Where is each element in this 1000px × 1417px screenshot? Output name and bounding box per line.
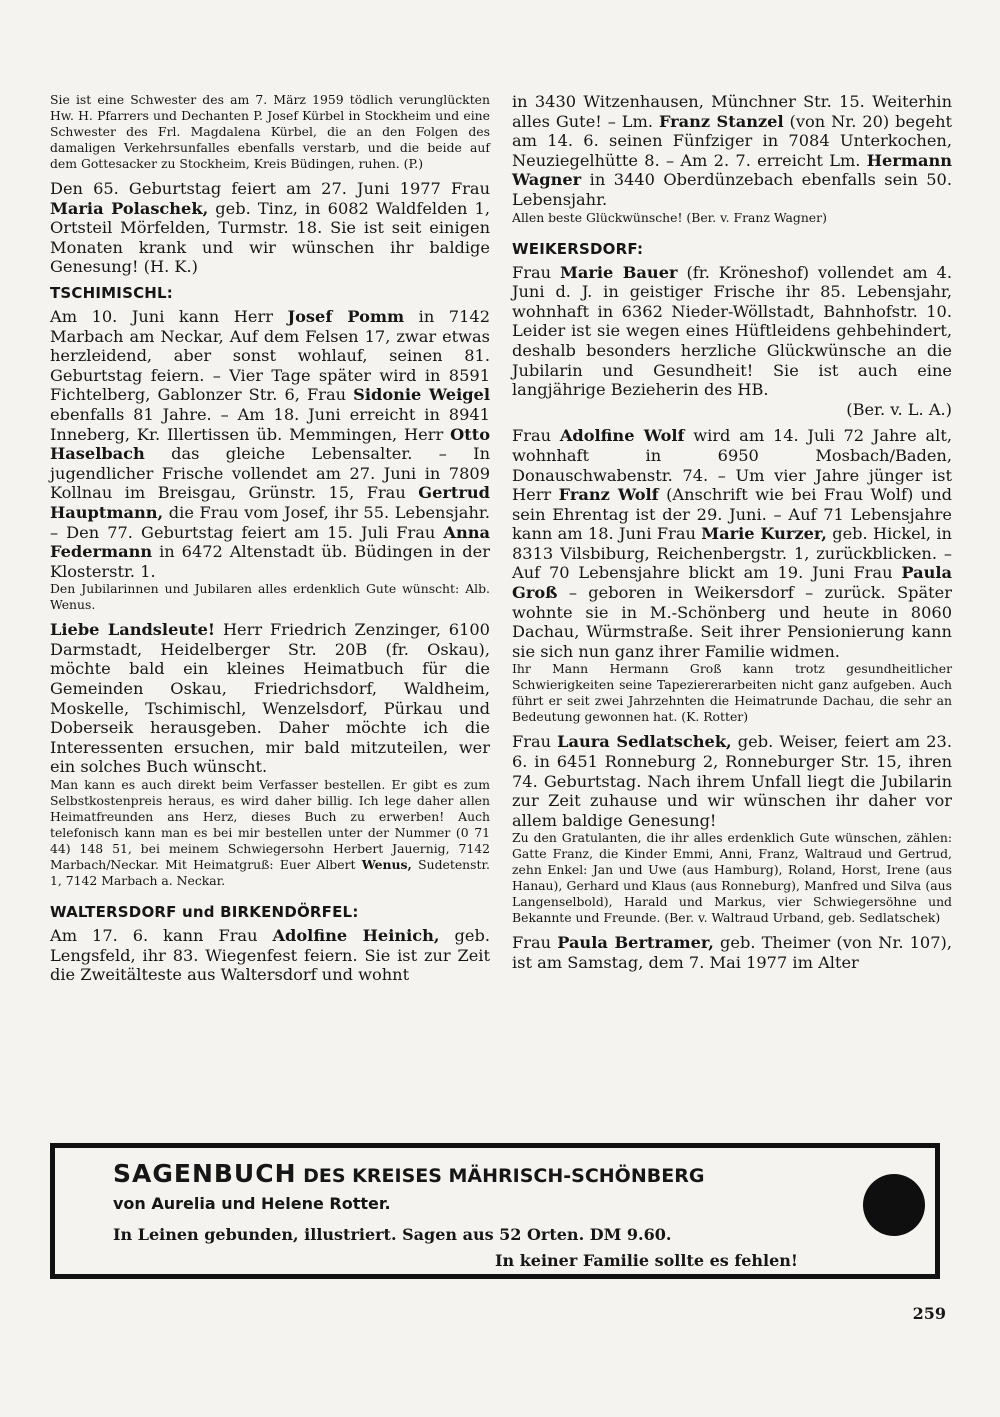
birthdays-tschimischl [50,307,490,581]
text: Herr Friedrich Zenzinger, 6100 Darmstadt, Heidelberger Str. 20B (fr. Oskau), möchte bald ein kleines Heimatbuch für die Gemeinden Oskau, Friedrichsdorf, Waldheim, Moskelle, Tschimischl, Wenzelsdorf, Pürkau und Doberseik herausgeben. Daher möchte ich die Interessenten ersuchen, mir bald mitzuteilen, wer ein solches Buch wünscht. [50,620,490,777]
text: geb. Tinz, in 6082 Waldfelden 1, Ortsteil Mörfelden, Turmstr. 18. Sie ist seit einigen Monaten krank und wir wünschen ihr baldige Genesung! (H. K.) [50,198,490,277]
gratulanten-list: Zu den Gratulanten, die ihr alles erdenklich Gute wünschen, zählen: Gatte Franz, die Kinder Emmi, Anni, Franz, Waltraud und Gertrud, zehn Enkel: Jan und Uwe (aus Hamburg), Roland, Horst, Irene (aus Hanau), Gerhard und Klaus (aus Ronneburg), Manfred und Silva (aus Langenselbold), Harald und Markus, vier Schwiegersöhne und Bekannte und Freunde. (Ber. v. Waltraud Urband, geb. Sedlatschek) [512,830,952,926]
text: in 3430 Witzenhausen, Münchner Str. 15. Weiterhin alles Gute! – Lm. [512,92,952,131]
text: die Frau vom Josef, ihr 55. Lebensjahr. – Den 77. Geburtstag feiert am 15. Juli Frau [50,502,490,542]
note-hermann-gross: Ihr Mann Hermann Groß kann trotz gesundheitlicher Schwierigkeiten seine Tapeziererarbeiten nicht ganz aufgeben. Auch führt er seit zwei Jahrzehnten die Heimatrunde Dachau, die sehr an Bedeutung gewonnen hat. (K. Rotter) [512,661,952,725]
name-highlight: Anna Federmann [50,522,490,562]
text: Sudetenstr. 1, 7142 Marbach a. Neckar. [50,857,490,889]
name-highlight: Liebe Landsleute! [50,620,216,640]
ad-slogan: In keiner Familie sollte es fehlen! [495,1251,798,1270]
text: Man kann es auch direkt beim Verfasser bestellen. Er gibt es zum Selbstkostenpreis heraus, es wird daher billig. Ich lege daher allen Heimatfreunden ans Herz, dieses Buch zu erwerben! Auch telefonisch kann man es bei mir bestellen unter der Nummer (0 71 44) 148 51, bei meinem Schwiegersohn Herbert Jauernig, 7142 Marbach/Neckar. Mit Heimatgruß: Euer Albert [50,777,490,873]
name-highlight: Wenus, [361,857,412,873]
name-highlight: Marie Bauer [559,262,678,282]
name-highlight: Franz Stanzel [658,111,784,131]
name-highlight: Adolfine Heinich, [272,926,440,946]
text: geb. Lengsfeld, ihr 83. Wiegenfest feiern. Sie ist zur Zeit die Zweitälteste aus Waltersdorf und wohnt [50,926,490,985]
text: (fr. Kröneshof) vollendet am 4. Juni d. J. in geistiger Frische ihr 85. Lebensjahr, wohnhaft in 6362 Nieder-Wöllstadt, Bahnhofstr. 10. Leider ist sie wegen eines Hüftleidens gehbehindert, deshalb besonders herzliche Glückwünsche an die Jubilarin und Gesundheit! Sie ist auch eine langjährige Bezieherin des HB. [512,262,952,400]
text: in 7142 Marbach am Neckar, Auf dem Felsen 17, zwar etwas herzleidend, aber sonst wohlauf, seinen 81. Geburtstag feiern. – Vier Tage später wird in 8591 Fichtelberg, Gablonzer Str. 6, Frau [50,306,490,405]
text: Den 65. Geburtstag feiert am 27. Juni 1977 Frau [50,179,490,198]
ad-description: In Leinen gebunden, illustriert. Sagen aus 52 Orten. DM 9.60. [113,1225,672,1244]
name-highlight: Hermann Wagner [512,150,952,190]
right-column [512,92,952,973]
name-highlight: Maria Polaschek, [50,198,209,218]
name-highlight: Paula Groß [512,563,952,603]
name-highlight: Otto Haselbach [50,424,490,464]
name-highlight: Paula Bertramer, [557,933,714,953]
black-dot-icon [863,1174,925,1236]
text: das gleiche Lebensalter. – In jugendlicher Frische vollendet am 27. Juni in 7809 Kollnau im Breisgau, Grünstr. 15, Frau [50,444,490,503]
advertisement-box [50,1143,940,1279]
text: – geboren in Weikersdorf – zurück. Später wohnte sie in M.-Schönberg und heute in 8060 Dachau, Würmstraße. Seit ihrer Pensionierung kann sie sich nun ganz ihrer Familie widmen. [512,583,952,661]
name-highlight: Laura Sedlatschek, [557,732,732,752]
text: geb. Weiser, feiert am 23. 6. in 6451 Ronneburg 2, Ronneburger Str. 15, ihren 74. Geburtstag. Nach ihrem Unfall liegt die Jubilarin zur Zeit zuhause und wir wünschen ihr daher vor allem baldige Genesung! [512,732,952,830]
text: in 6472 Altenstadt üb. Büdingen in der Klosterstr. 1. [50,542,490,581]
signature-la: (Ber. v. L. A.) [846,399,952,419]
heimatbuch-notice [50,620,490,777]
birthday-polaschek [50,179,490,277]
section-heading-weikersdorf: WEIKERSDORF: [512,239,644,258]
page-number: 259 [912,1304,946,1323]
obituary-kuerbel: Sie ist eine Schwester des am 7. März 1959 tödlich verunglückten Hw. H. Pfarrers und Dechanten P. Josef Kürbel in Stockheim und eine Schwester des Frl. Magdalena Kürbel, die an den Folgen des damaligen Verkehrsunfalles ebenfalls verstarb, und die beide auf dem Gottesacker zu Stockheim, Kreis Büdingen, ruhen. (P.) [50,92,490,171]
name-highlight: Marie Kurzer, [701,524,827,544]
text: Am 10. Juni kann Herr [50,306,288,326]
text: geb. Theimer (von Nr. 107), ist am Samstag, dem 7. Mai 1977 im Alter [512,933,952,972]
left-column [50,92,490,985]
section-heading-waltersdorf: WALTERSDORF und BIRKENDÖRFEL: [50,903,359,922]
heimatbuch-order-info [50,777,490,889]
birthday-sedlatschek [512,732,952,830]
name-highlight: Gertrud Hauptmann, [50,483,490,522]
ad-authors: von Aurelia und Helene Rotter. [113,1194,391,1213]
notice-bertramer [512,933,952,972]
text: Frau [512,732,558,752]
text: Frau [512,933,558,953]
name-highlight: Sidonie Weigel [353,385,491,405]
birthday-bauer [512,263,952,400]
name-highlight: Franz Wolf [558,485,659,505]
section-heading-tschimischl: TSCHIMISCHL: [50,283,174,302]
ad-title [113,1159,704,1188]
birthday-heinich [50,926,490,985]
birthdays-wolf-kurzer-gross [512,426,952,661]
text: Frau [512,426,560,446]
text: in 3440 Oberdünzebach ebenfalls sein 50. Lebensjahr. [512,170,952,209]
ad-title-main: SAGENBUCH [113,1159,297,1188]
text: ebenfalls 81 Jahre. – Am 18. Juni erreicht in 8941 Inneberg, Kr. Illertissen üb. Memmingen, Herr [50,404,490,444]
greeting-wenus: Den Jubilarinnen und Jubilaren alles erdenklich Gute wünscht: Alb. Wenus. [50,581,490,613]
text: Am 17. 6. kann Frau [50,926,273,946]
text: Frau [512,262,560,282]
greeting-wagner: Allen beste Glückwünsche! (Ber. v. Franz Wagner) [512,209,827,225]
ad-title-sub: DES KREISES MÄHRISCH-SCHÖNBERG [296,1165,705,1187]
text: (von Nr. 20) begeht am 14. 6. seinen Fünfziger in 7084 Unterkochen, Neuziegelhütte 8. – Am 2. 7. erreicht Lm. [512,111,953,170]
name-highlight: Adolfine Wolf [559,426,685,446]
text: geb. Hickel, in 8313 Vilsbiburg, Reichenbergstr. 1, zurückblicken. – Auf 70 Lebensjahre blickt am 19. Juni Frau [512,524,952,583]
birthdays-stanzel-wagner [512,92,952,210]
text: (Anschrift wie bei Frau Wolf) und sein Ehrentag ist der 29. Juni. – Auf 71 Lebensjahre kann am 18. Juni Frau [512,485,952,544]
text: wird am 14. Juli 72 Jahre alt, wohnhaft in 6950 Mosbach/Baden, Donauschwabenstr. 74. – Um vier Jahre jünger ist Herr [512,426,952,505]
name-highlight: Josef Pomm [287,306,405,326]
